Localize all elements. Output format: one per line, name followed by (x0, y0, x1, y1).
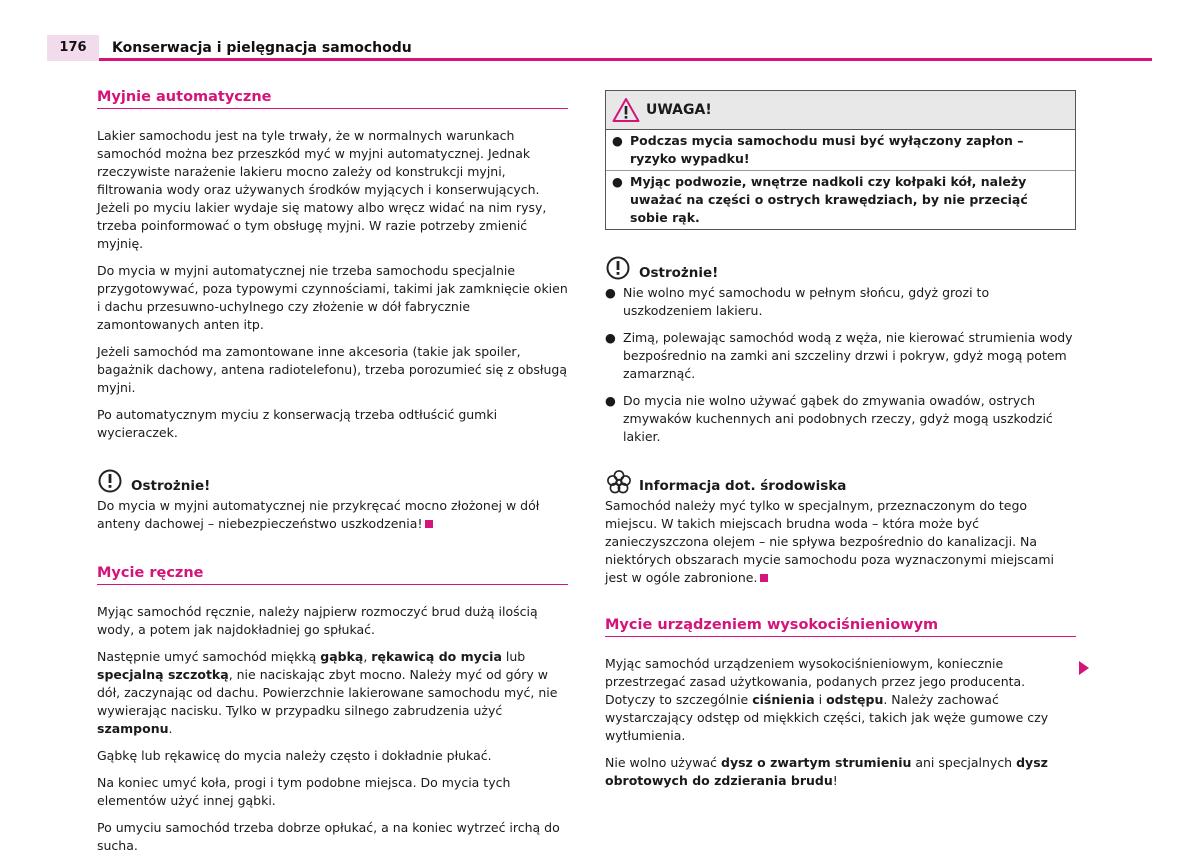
left-column (97, 88, 568, 864)
caution-icon (97, 469, 125, 495)
bullet: ● (605, 330, 616, 345)
warning-title: UWAGA! (646, 102, 712, 118)
end-mark (425, 520, 433, 528)
caution-item: ● Do mycia nie wolno używać gąbek do zmywania owadów, ostrych zmywaków kuchennych ani podobnych rzeczy, gdyż mogą uszkodzić lakier. (605, 393, 1053, 444)
bullet: ● (605, 285, 616, 300)
paragraph: Na koniec umyć koła, progi i tym podobne miejsca. Do mycia tych elementów użyć innej gąbki. (97, 775, 511, 808)
environment-title: Informacja dot. środowiska (639, 478, 847, 494)
caution-heading (97, 469, 568, 495)
caution-heading (605, 256, 1076, 282)
caution-item: ● Nie wolno myć samochodu w pełnym słońcu, gdyż grozi to uszkodzeniem lakieru. (605, 285, 990, 318)
right-column (605, 90, 1076, 799)
bullet: ● (612, 174, 623, 189)
bullet: ● (612, 133, 623, 148)
paragraph: Gąbkę lub rękawicę do mycia należy często i dokładnie płukać. (97, 748, 492, 763)
paragraph: Po umyciu samochód trzeba dobrze opłukać, a na koniec wytrzeć irchą do sucha. (97, 820, 560, 853)
caution-title: Ostrożnie! (639, 265, 719, 281)
caution-title: Ostrożnie! (131, 478, 211, 494)
warning-triangle-icon (612, 97, 640, 123)
warning-item: ● Myjąc podwozie, wnętrze nadkoli czy kołpaki kół, należy uważać na części o ostrych krawędziach, by nie przeciąć sobie rąk. (606, 170, 1075, 229)
page-number: 176 (47, 35, 99, 61)
continue-arrow-icon (1079, 661, 1089, 675)
bullet: ● (605, 393, 616, 408)
warning-box (605, 90, 1076, 230)
environment-text: Samochód należy myć tylko w specjalnym, przeznaczonym do tego miejscu. W takich miejscach brudna woda – która może być zanieczyszczona olejem – nie spływa bezpośrednio do kanalizacji. Na niektórych obszarach mycie samochodu poza wyznaczonymi miejscami jest w ogóle zabronione. (605, 498, 1054, 585)
paragraph: Jeżeli samochód ma zamontowane inne akcesoria (takie jak spoiler, bagażnik dachowy, antena radiotelefonu), trzeba porozumieć się z obsługą myjni. (97, 344, 567, 395)
paragraph: Do mycia w myjni automatycznej nie trzeba samochodu specjalnie przygotowywać, poza typowymi czynnościami, takimi jak zamknięcie okien i dachu przesuwno-uchylnego czy złożenie w dół fabrycznie zamontowanych anten itp. (97, 263, 568, 332)
paragraph: Myjąc samochód ręcznie, należy najpierw rozmoczyć brud dużą ilością wody, a potem jak najdokładniej go spłukać. (97, 604, 538, 637)
section-title-pressure-wash: Mycie urządzeniem wysokociśnieniowym (605, 616, 1076, 637)
paragraph: Lakier samochodu jest na tyle trwały, że w normalnych warunkach samochód można bez przeszkód myć w myjni automatycznej. Jednak rzeczywiste narażenie lakieru mocno zależy od konstrukcji myjni, filtrowania wody oraz używanych środków myjących i konserwujących. Jeżeli po myciu lakier wydaje się matowy albo wręcz widać na nim rysy, trzeba poinformować o tym obsługę myjni. W razie potrzeby zmienić myjnię. (97, 128, 547, 251)
warning-item: ● Podczas mycia samochodu musi być wyłączony zapłon – ryzyko wypadku! (612, 133, 1024, 166)
caution-icon (605, 256, 633, 282)
paragraph: Nie wolno używać dysz o zwartym strumieniu ani specjalnych dysz obrotowych do zdzierania brudu! (605, 755, 1048, 788)
chapter-title: Konserwacja i pielęgnacja samochodu (112, 40, 412, 56)
section-title-manual-wash: Mycie ręczne (97, 564, 568, 585)
flower-icon (605, 469, 633, 495)
caution-text: Do mycia w myjni automatycznej nie przykręcać mocno złożonej w dół anteny dachowej – niebezpieczeństwo uszkodzenia! (97, 498, 540, 531)
paragraph: Następnie umyć samochód miękką gąbką, rękawicą do mycia lub specjalną szczotką, nie naciskając zbyt mocno. Należy myć od góry w dół, zaczynając od dachu. Powierzchnie lakierowane samochodu myć, nie wywierając nacisku. Tylko w przypadku silnego zabrudzenia użyć szamponu. (97, 649, 558, 736)
section-title-auto-wash: Myjnie automatyczne (97, 88, 568, 109)
caution-item: ● Zimą, polewając samochód wodą z węża, nie kierować strumienia wody bezpośrednio na zamki ani szczeliny drzwi i pokryw, gdyż mogą potem zamarznąć. (605, 330, 1073, 381)
environment-heading (605, 469, 1076, 495)
warning-heading (606, 91, 1075, 130)
end-mark (760, 574, 768, 582)
paragraph: Po automatycznym myciu z konserwacją trzeba odtłuścić gumki wycieraczek. (97, 407, 498, 440)
paragraph: Myjąc samochód urządzeniem wysokociśnieniowym, koniecznie przestrzegać zasad użytkowania, podanych przez jego producenta. Dotyczy to szczególnie ciśnienia i odstępu. Należy zachować wystarczający odstęp od miękkich części, takich jak węże gumowe czy wytłumienia. (605, 656, 1049, 743)
header-rule (99, 58, 1152, 61)
